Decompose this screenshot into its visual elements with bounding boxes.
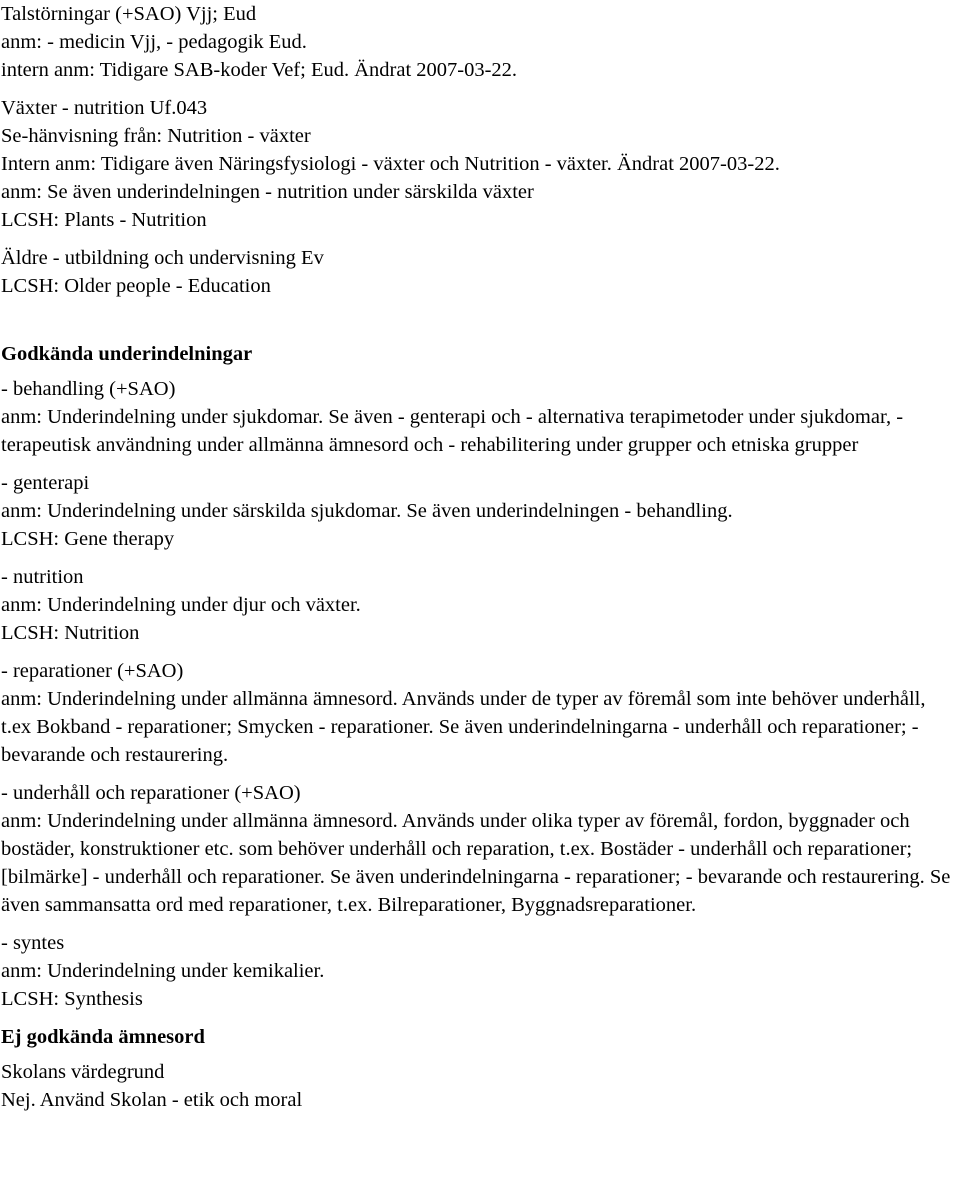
subdivision-note: anm: Underindelning under allmänna ämnesord. Används under olika typer av föremål, fordon, byggnader och bostäder, konstruktioner etc. som behöver underhåll och reparation, t.ex. Bostäder - underhåll och reparationer; [bilmärke] - underhåll och reparationer. Se även underindelningarna - reparationer; - bevarande och restaurering. Se även sammansatta ord med reparationer, t.ex. Bilreparationer, Byggnadsreparationer. [1, 810, 951, 916]
rejected-term-entry [1, 1058, 960, 1114]
entry-intern-note: intern anm: Tidigare SAB-koder Vef; Eud. Ändrat 2007-03-22. [1, 59, 518, 81]
subdivision-syntes [1, 929, 960, 1013]
rejected-terms-heading: Ej godkända ämnesord [1, 1026, 205, 1048]
subdivision-title: - behandling (+SAO) [1, 378, 176, 400]
rejected-term: Skolans värdegrund [1, 1061, 165, 1083]
subdivision-lcsh: LCSH: Synthesis [1, 988, 143, 1010]
entry-see-from: Se-hänvisning från: Nutrition - växter [1, 125, 311, 147]
entry-aldre-utbildning [1, 244, 960, 300]
entry-lcsh: LCSH: Older people - Education [1, 275, 271, 297]
subdivision-note: anm: Underindelning under särskilda sjukdomar. Se även underindelningen - behandling. [1, 500, 733, 522]
entry-note: anm: - medicin Vjj, - pedagogik Eud. [1, 31, 307, 53]
subdivision-title: - reparationer (+SAO) [1, 660, 184, 682]
subdivision-note: anm: Underindelning under allmänna ämnesord. Används under de typer av föremål som inte behöver underhåll, t.ex Bokband - reparationer; Smycken - reparationer. Se även underindelningarna - underhåll och reparationer; - bevarande och restaurering. [1, 688, 926, 766]
entry-note: anm: Se även underindelningen - nutrition under särskilda växter [1, 181, 534, 203]
subdivision-underhall-och-reparationer [1, 779, 960, 919]
subdivision-genterapi [1, 469, 960, 553]
rejected-term-use-instead: Nej. Använd Skolan - etik och moral [1, 1089, 303, 1111]
subdivision-title: - underhåll och reparationer (+SAO) [1, 782, 301, 804]
entry-vaxter-nutrition [1, 94, 960, 234]
subdivision-behandling [1, 375, 960, 459]
subdivision-lcsh: LCSH: Nutrition [1, 622, 140, 644]
subdivision-note: anm: Underindelning under djur och växter. [1, 594, 361, 616]
entry-title: Talstörningar (+SAO) Vjj; Eud [1, 3, 257, 25]
subdivision-lcsh: LCSH: Gene therapy [1, 528, 175, 550]
subdivision-title: - nutrition [1, 566, 84, 588]
entry-title: Äldre - utbildning och undervisning Ev [1, 247, 324, 269]
subdivision-title: - syntes [1, 932, 65, 954]
entry-intern-note: Intern anm: Tidigare även Näringsfysiologi - växter och Nutrition - växter. Ändrat 2007-03-22. [1, 153, 780, 175]
subdivision-nutrition [1, 563, 960, 647]
approved-subdivisions-heading: Godkända underindelningar [1, 343, 253, 365]
subdivision-title: - genterapi [1, 472, 90, 494]
subdivision-note: anm: Underindelning under sjukdomar. Se även - genterapi och - alternativa terapimetoder under sjukdomar, - terapeutisk användning under allmänna ämnesord och - rehabilitering under grupper och etniska grupper [1, 406, 904, 456]
entry-title: Växter - nutrition Uf.043 [1, 97, 208, 119]
subdivision-reparationer [1, 657, 960, 769]
subdivision-note: anm: Underindelning under kemikalier. [1, 960, 325, 982]
entry-lcsh: LCSH: Plants - Nutrition [1, 209, 207, 231]
entry-talstorningar [1, 0, 960, 84]
